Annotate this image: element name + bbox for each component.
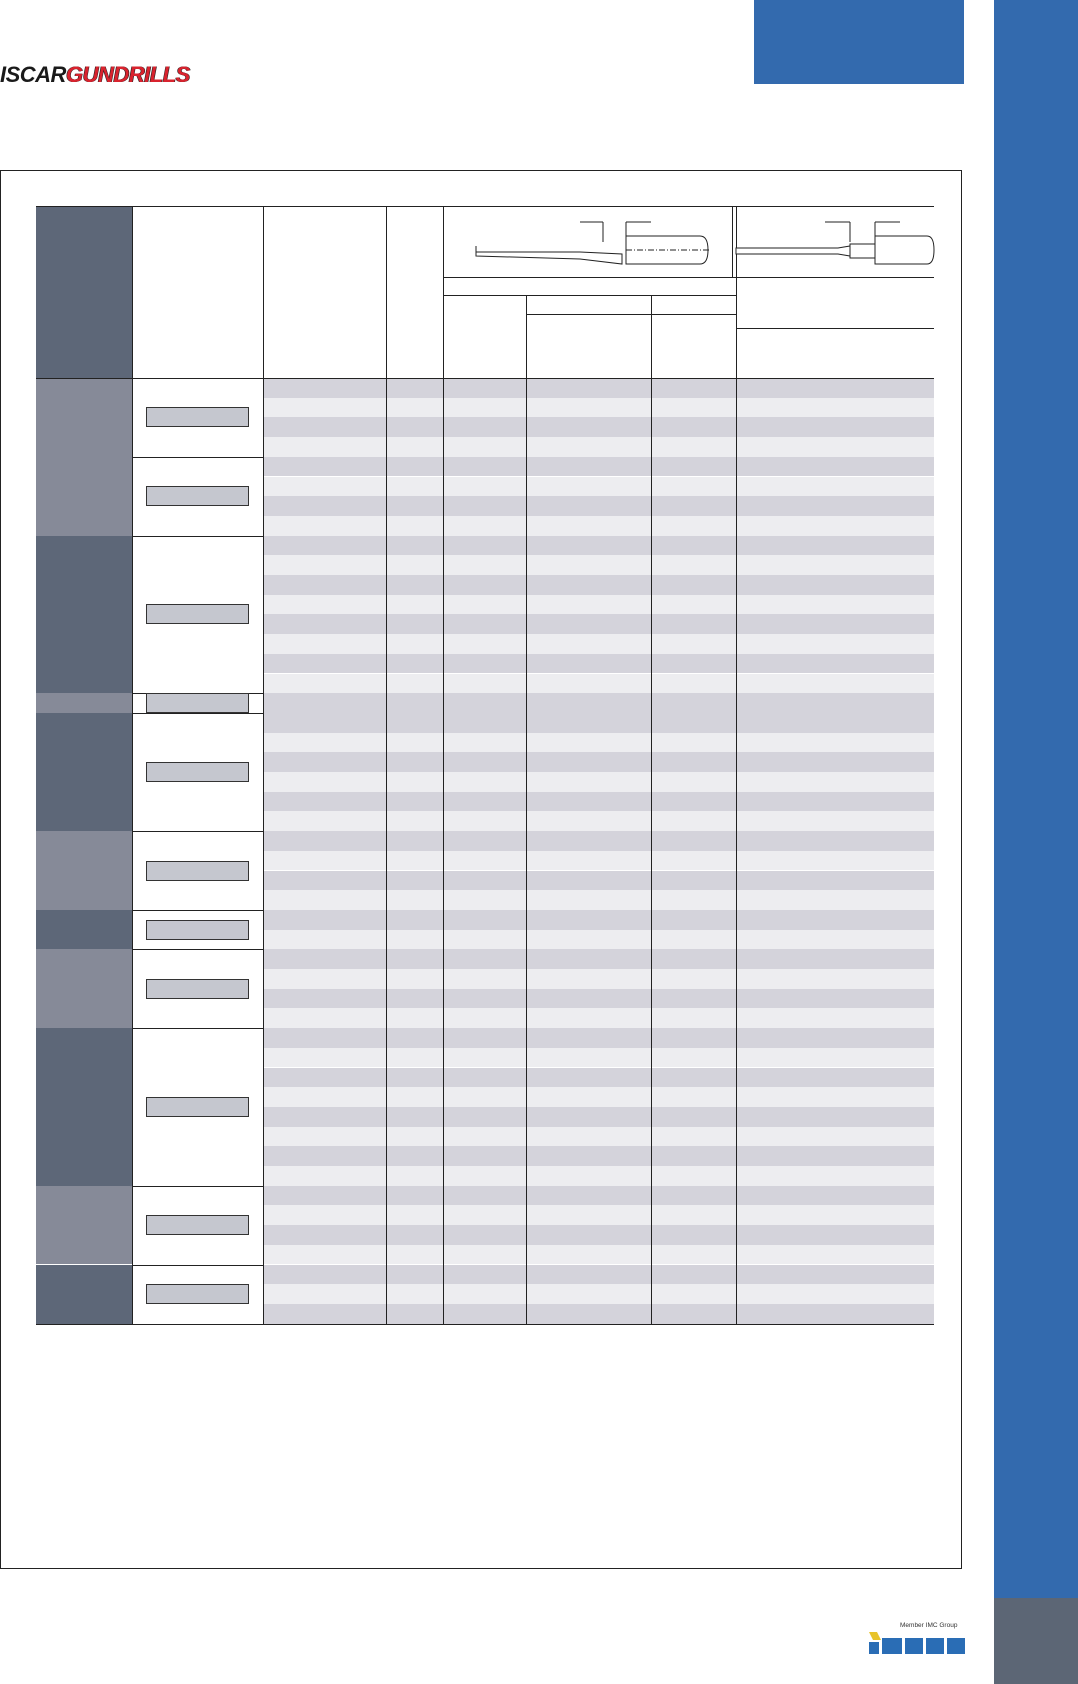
table-row <box>263 1245 934 1265</box>
header-subdivider <box>443 277 934 278</box>
group-label-cell <box>36 910 132 949</box>
tool-drawing <box>146 604 249 624</box>
table-row <box>263 614 934 634</box>
table-row <box>263 949 934 969</box>
table-row <box>263 713 934 733</box>
table-row <box>263 1127 934 1147</box>
table-row <box>263 930 934 950</box>
table-row <box>263 516 934 536</box>
group-label-cell <box>36 1028 132 1186</box>
tool-drawing <box>146 861 249 881</box>
header-subdivider <box>443 295 736 296</box>
table-row <box>263 910 934 930</box>
column-divider <box>526 295 527 1324</box>
table-row <box>263 575 934 595</box>
gundrill-shank-drawing <box>476 222 710 264</box>
table-row <box>263 595 934 615</box>
section-tab <box>754 0 964 84</box>
right-side-bar-footer-block <box>994 1598 1078 1684</box>
logo-part-gundrills: GUNDRILLS <box>65 62 190 87</box>
group-label-cell <box>36 1265 132 1324</box>
header-bottom-border <box>36 378 934 379</box>
right-side-bar <box>994 0 1078 1684</box>
iscar-gundrills-logo <box>0 62 190 88</box>
table-row <box>263 693 934 713</box>
group-label-cell <box>36 949 132 1028</box>
group-label-cell <box>36 536 132 694</box>
column-divider <box>443 206 444 1324</box>
tool-drawing <box>146 1284 249 1304</box>
table-row <box>263 851 934 871</box>
tool-drawing <box>146 407 249 427</box>
table-row <box>263 969 934 989</box>
table-row <box>263 536 934 556</box>
table-row <box>263 811 934 831</box>
tool-drawing <box>146 920 249 940</box>
table-row <box>263 1048 934 1068</box>
table-row <box>263 477 934 497</box>
column-divider <box>132 206 133 1324</box>
table-row <box>263 398 934 418</box>
table-row <box>263 1225 934 1245</box>
table-row <box>263 1008 934 1028</box>
table-row <box>263 378 934 398</box>
group-label-cell <box>36 378 132 457</box>
table-row <box>263 831 934 851</box>
tool-drawing <box>146 486 249 506</box>
header-subdivider <box>736 328 934 329</box>
table-row <box>263 555 934 575</box>
tool-drawing <box>146 979 249 999</box>
group-label-cell <box>36 1186 132 1265</box>
table-row <box>263 457 934 477</box>
table-row <box>263 654 934 674</box>
group-separator <box>36 1324 934 1325</box>
table-row <box>263 989 934 1009</box>
table-row <box>263 496 934 516</box>
table-row <box>263 1087 934 1107</box>
table-row <box>263 733 934 753</box>
table-row <box>263 772 934 792</box>
header-subdivider <box>526 314 736 315</box>
column-divider <box>386 206 387 1324</box>
table-row <box>263 871 934 891</box>
column-divider <box>736 206 737 1324</box>
logo-part-iscar: ISCAR <box>0 62 66 87</box>
table-row <box>263 1186 934 1206</box>
table-row <box>263 634 934 654</box>
table-row <box>263 417 934 437</box>
tool-drawing <box>146 762 249 782</box>
column-divider <box>263 206 264 1324</box>
header-drawings <box>440 206 940 276</box>
table-row <box>263 1284 934 1304</box>
table-row <box>263 1205 934 1225</box>
table-row <box>263 1265 934 1285</box>
group-label-cell <box>36 831 132 910</box>
table-row <box>263 1068 934 1088</box>
group-label-cell <box>36 457 132 536</box>
table-row <box>263 1304 934 1324</box>
group-label-cell <box>36 713 132 831</box>
header-cell-shade <box>36 206 132 378</box>
gundrill-with-driver-drawing <box>736 222 934 264</box>
table-row <box>263 792 934 812</box>
tool-drawing <box>146 693 249 713</box>
column-divider <box>651 295 652 1324</box>
member-imc-group-text: Member IMC Group <box>900 1622 958 1629</box>
tool-drawing <box>146 1215 249 1235</box>
table-row <box>263 1146 934 1166</box>
table-row <box>263 674 934 694</box>
table-row <box>263 1028 934 1048</box>
tool-drawing <box>146 1097 249 1117</box>
table-row <box>263 1107 934 1127</box>
table-row <box>263 437 934 457</box>
table-row <box>263 752 934 772</box>
iscar-brand-logo <box>869 1632 965 1654</box>
table-row <box>263 890 934 910</box>
table-row <box>263 1166 934 1186</box>
group-label-cell <box>36 693 132 713</box>
